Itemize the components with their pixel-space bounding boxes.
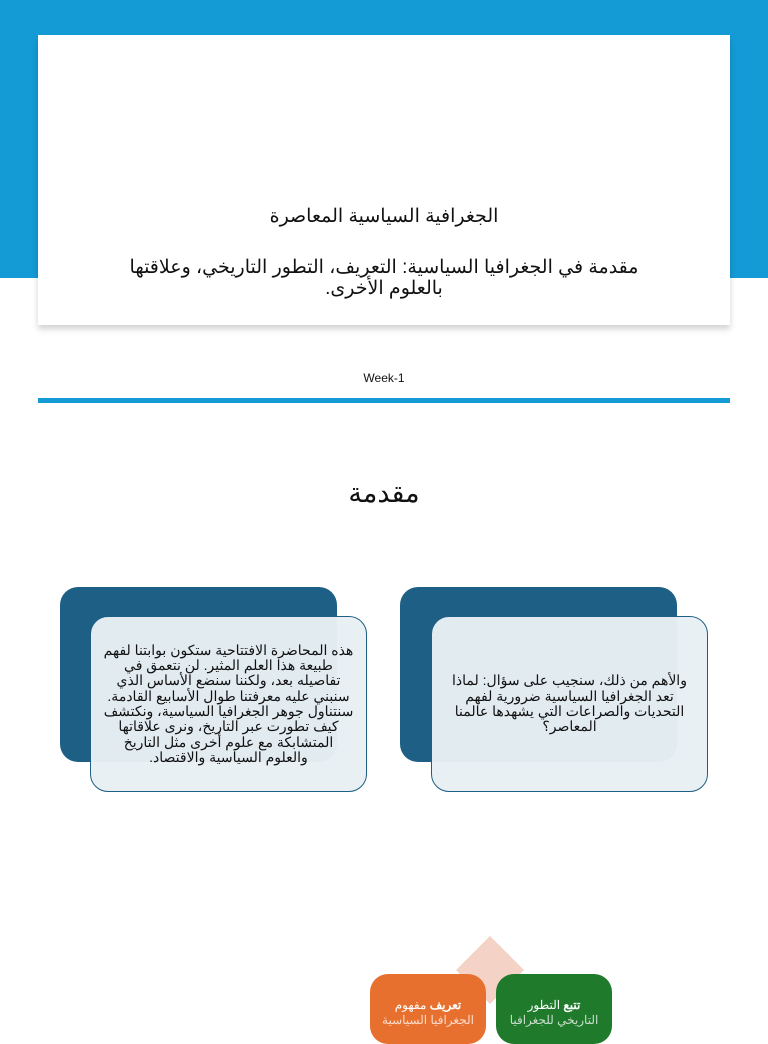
slide-subtitle: مقدمة في الجغرافيا السياسية: التعريف، التطور التاريخي، وعلاقتها بالعلوم الأخرى. <box>129 257 639 299</box>
pill-define-concept <box>370 974 486 1044</box>
left-text-box <box>90 616 367 792</box>
pill-define-rest: مفهوم <box>394 998 430 1012</box>
pill-trace-bold: تتبع <box>563 998 581 1012</box>
pill-define-bold: تعريف <box>429 998 462 1012</box>
title-card <box>38 35 730 325</box>
left-box-text: هذه المحاضرة الافتتاحية ستكون بوابتنا لفهم طبيعة هذا العلم المثير. لن نتعمق في تفاصيله بعد، ولكننا سنضع الأساس الذي سنبني عليه معرفتنا طوال الأسابيع القادمة. سنتناول جوهر الجغرافيا السياسية، ونكتشف كيف تطورت عبر التاريخ، ونرى علاقاتها المتشابكة مع علوم أخرى مثل التاريخ والعلوم السياسية والاقتصاد. <box>103 641 354 765</box>
week-label: Week-1 <box>363 371 405 385</box>
section-divider <box>38 398 730 403</box>
pill-trace-line2: التاريخي للجغرافيا <box>509 1013 599 1027</box>
section-heading: مقدمة <box>348 478 420 508</box>
pill-define-line2: الجغرافيا السياسية <box>382 1013 474 1027</box>
pill-trace-history <box>496 974 612 1044</box>
pill-trace-rest: التطور <box>527 998 564 1012</box>
right-text-box <box>431 616 708 792</box>
slide-title: الجغرافية السياسية المعاصرة <box>269 206 499 227</box>
right-box-text: والأهم من ذلك، سنجيب على سؤال: لماذا تعد الجغرافيا السياسية ضرورية لفهم التحديات والصراعات التي يشهدها عالمنا المعاصر؟ <box>452 672 687 735</box>
